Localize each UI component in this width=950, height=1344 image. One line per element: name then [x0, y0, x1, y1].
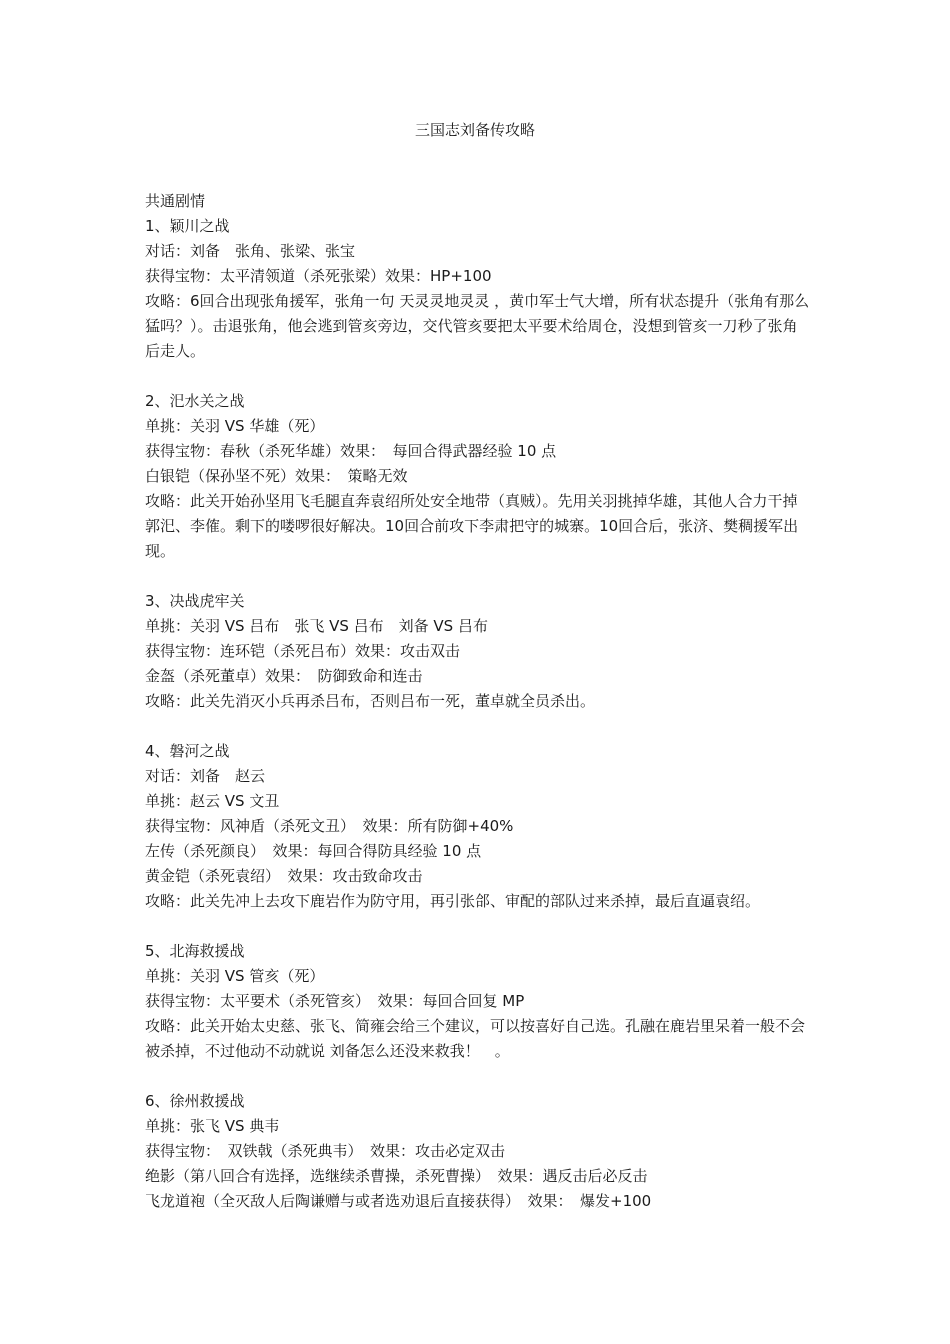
blank-line [145, 364, 810, 389]
section-line: 黄金铠（杀死袁绍） 效果：攻击致命攻击 [145, 867, 423, 885]
section-heading: 6、徐州救援战 [145, 1092, 245, 1110]
section-line: 获得宝物：连环铠（杀死吕布）效果：攻击双击 [145, 642, 461, 660]
section-strategy: 攻略：6回合出现张角援军，张角一句 天灵灵地灵灵 ，黄巾军士气大增，所有状态提升（张角有那么猛吗？）。击退张角，他会逃到管亥旁边，交代管亥要把太平要术给周仓，没想到管亥一刀秒了张角后走人。 [145, 292, 810, 360]
blank-line [145, 714, 810, 739]
section-line: 获得宝物： 双铁戟（杀死典韦） 效果：攻击必定双击 [145, 1142, 506, 1160]
section-line: 获得宝物：太平清领道（杀死张梁）效果：HP+100 [145, 267, 492, 285]
section-strategy: 攻略：此关开始孙坚用飞毛腿直奔袁绍所处安全地带（真贼）。先用关羽挑掉华雄，其他人合力干掉郭汜、李傕。剩下的喽啰很好解决。10回合前攻下李肃把守的城寨。10回合后，张济、樊稠援军出现。 [145, 492, 799, 560]
section-4 [145, 739, 810, 914]
section-line: 获得宝物：风神盾（杀死文丑） 效果：所有防御+40% [145, 817, 514, 835]
section-heading: 4、磐河之战 [145, 742, 230, 760]
section-line: 获得宝物：太平要术（杀死管亥） 效果：每回合回复 MP [145, 992, 525, 1010]
intro-heading: 共通剧情 [145, 192, 206, 210]
blank-line [145, 1064, 810, 1089]
section-2 [145, 389, 810, 564]
section-strategy: 攻略：此关先冲上去攻下鹿岩作为防守用，再引张郃、审配的部队过来杀掉，最后直逼袁绍。 [145, 892, 761, 910]
section-line: 飞龙道袍（全灭敌人后陶谦赠与或者选劝退后直接获得） 效果： 爆发+100 [145, 1192, 652, 1210]
blank-line [145, 564, 810, 589]
section-line: 白银铠（保孙坚不死）效果： 策略无效 [145, 467, 408, 485]
section-line: 单挑：赵云 VS 文丑 [145, 792, 280, 810]
section-line: 对话：刘备 赵云 [145, 767, 266, 785]
section-heading: 2、汜水关之战 [145, 392, 245, 410]
section-line: 单挑：关羽 VS 管亥（死） [145, 967, 325, 985]
section-line: 左传（杀死颜良） 效果：每回合得防具经验 10 点 [145, 842, 482, 860]
section-5 [145, 939, 810, 1064]
section-line: 对话：刘备 张角、张梁、张宝 [145, 242, 356, 260]
section-line: 金盔（杀死董卓）效果： 防御致命和连击 [145, 667, 423, 685]
section-strategy: 攻略：此关开始太史慈、张飞、简雍会给三个建议，可以按喜好自己选。孔融在鹿岩里呆着一般不会被杀掉，不过他动不动就说 刘备怎么还没来救我！ 。 [145, 1017, 806, 1060]
document-title: 三国志刘备传攻略 [414, 121, 535, 139]
section-1 [145, 214, 810, 364]
section-line: 单挑：张飞 VS 典韦 [145, 1117, 280, 1135]
document-body [145, 189, 810, 1214]
section-strategy: 攻略：此关先消灭小兵再杀吕布，否则吕布一死，董卓就全员杀出。 [145, 692, 596, 710]
section-6 [145, 1089, 810, 1214]
section-line: 单挑：关羽 VS 华雄（死） [145, 417, 325, 435]
section-line: 绝影（第八回合有选择，选继续杀曹操，杀死曹操） 效果：遇反击后必反击 [145, 1167, 648, 1185]
blank-line [145, 914, 810, 939]
section-heading: 1、颖川之战 [145, 217, 230, 235]
section-line: 获得宝物：春秋（杀死华雄）效果： 每回合得武器经验 10 点 [145, 442, 557, 460]
section-heading: 3、决战虎牢关 [145, 592, 245, 610]
section-heading: 5、北海救援战 [145, 942, 245, 960]
section-line: 单挑：关羽 VS 吕布 张飞 VS 吕布 刘备 VS 吕布 [145, 617, 488, 635]
section-3 [145, 589, 810, 714]
